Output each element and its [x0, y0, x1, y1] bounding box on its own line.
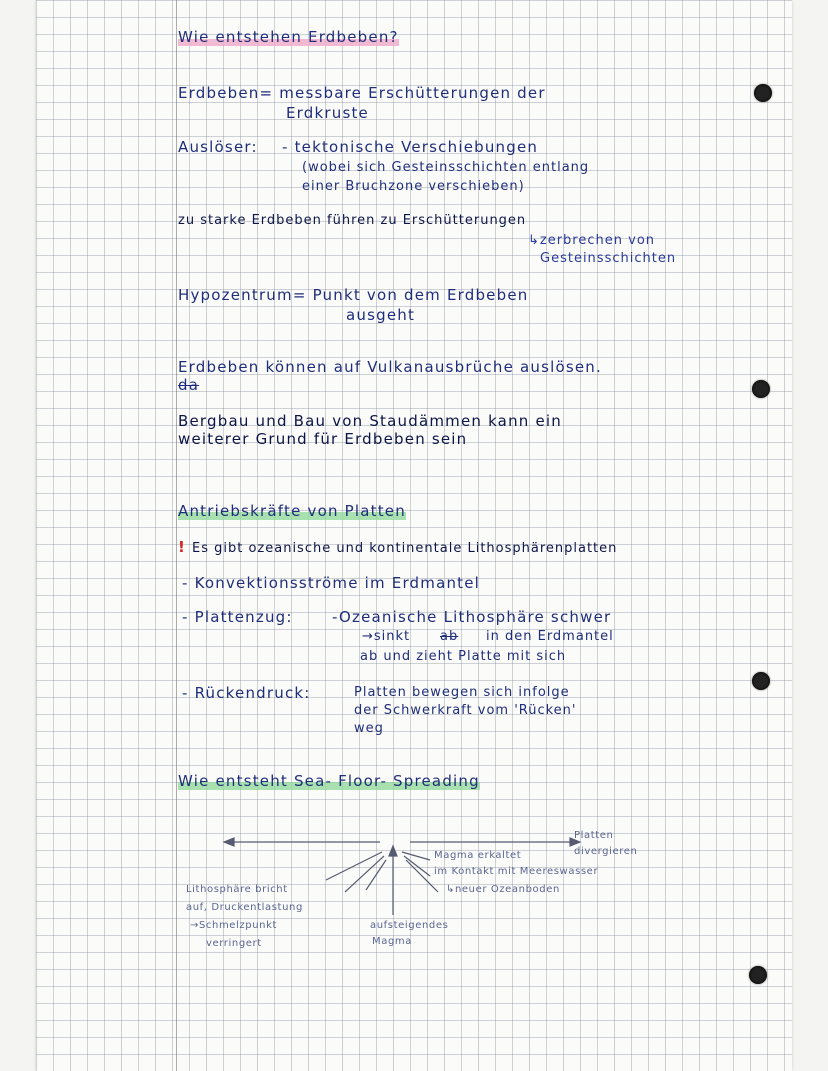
definition-line-1: Erdbeben= messbare Erschütterungen der: [178, 84, 546, 102]
strong-quake-line-3: Gesteinsschichten: [540, 251, 677, 266]
diagram-magma-1: Magma erkaltet: [434, 850, 522, 861]
ridge-push-line-2: der Schwerkraft vom 'Rücken': [354, 703, 577, 718]
arrow-left-icon: [224, 838, 234, 846]
diagram-litho-1: Lithosphäre bricht: [186, 884, 288, 895]
slab-pull-line-1: -Ozeanische Lithosphäre schwer: [332, 608, 612, 626]
convection-item: - Konvektionsströme im Erdmantel: [182, 574, 481, 592]
ridge-push-line-3: weg: [354, 721, 384, 736]
diagram-plates-1: Platten: [574, 830, 614, 841]
slab-pull-line-2b: in den Erdmantel: [486, 629, 614, 644]
exclamation-icon: !: [178, 538, 187, 556]
slab-pull-line-3: ab und zieht Platte mit sich: [360, 649, 567, 664]
trigger-line-3: einer Bruchzone verschieben): [302, 179, 525, 194]
mining-line-2: weiterer Grund für Erdbeben sein: [178, 430, 468, 448]
diagram-plates-2: divergieren: [574, 846, 638, 857]
section-title-sea-floor-spreading: Wie entsteht Sea- Floor- Spreading: [178, 772, 480, 790]
diagram-magma-3: ↳neuer Ozeanboden: [446, 884, 560, 895]
section-title-driving-forces: Antriebskräfte von Platten: [178, 502, 406, 520]
hypocenter-line-1: Hypozentrum= Punkt von dem Erdbeben: [178, 286, 529, 304]
strong-quake-line-1: zu starke Erdbeben führen zu Erschütterungen: [178, 213, 527, 228]
diagram-rising-2: Magma: [372, 936, 412, 947]
trigger-line-1: - tektonische Verschiebungen: [282, 138, 539, 156]
crack-line-4: [402, 852, 430, 860]
slab-pull-strikeout: ab: [440, 629, 459, 644]
diagram-litho-3: →Schmelzpunkt: [190, 920, 278, 931]
diagram-rising-1: aufsteigendes: [370, 920, 449, 931]
volcano-strikeout: da: [178, 376, 200, 394]
definition-line-2: Erdkruste: [286, 104, 369, 122]
slab-pull-label: - Plattenzug:: [182, 608, 293, 626]
arrow-up-icon: [389, 846, 397, 856]
ridge-push-label: - Rückendruck:: [182, 684, 311, 702]
crack-line-3: [366, 860, 386, 890]
plate-types-note: Es gibt ozeanische und kontinentale Lithosphärenplatten: [192, 541, 618, 556]
diagram-magma-2: im Kontakt mit Meereswasser: [434, 866, 599, 877]
page-heading: Wie entstehen Erdbeben?: [178, 28, 399, 46]
strong-quake-line-2: ↳zerbrechen von: [528, 233, 656, 248]
diagram-litho-4: verringert: [206, 938, 262, 949]
trigger-label: Auslöser:: [178, 138, 258, 156]
mining-line-1: Bergbau und Bau von Staudämmen kann ein: [178, 412, 562, 430]
diagram-litho-2: auf, Druckentlastung: [186, 902, 303, 913]
trigger-line-2: (wobei sich Gesteinsschichten entlang: [302, 160, 590, 175]
volcano-line: Erdbeben können auf Vulkanausbrüche auslösen.: [178, 358, 602, 376]
slab-pull-line-2a: →sinkt: [362, 629, 411, 644]
hypocenter-line-2: ausgeht: [346, 306, 416, 324]
ridge-push-line-1: Platten bewegen sich infolge: [354, 685, 570, 700]
